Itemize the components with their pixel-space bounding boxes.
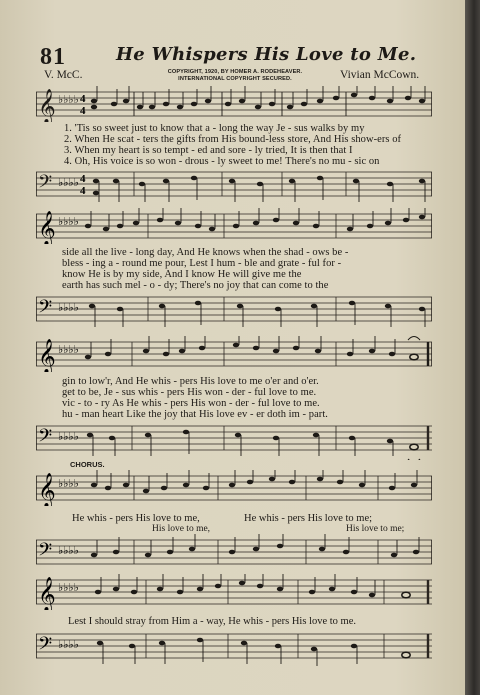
- whole-note: [402, 592, 410, 598]
- copyright-notice: [150, 69, 320, 82]
- bass-clef-icon: 𝄢: [38, 171, 53, 196]
- treble-clef-icon: 𝄞: [38, 90, 56, 122]
- verse-2-line-1: 2. When He scat - ters the gifts from His bound-less store, And His show-ers of: [64, 134, 402, 145]
- svg-text:♭♭♭♭: ♭♭♭♭: [58, 582, 79, 594]
- treble-clef-icon: 𝄞: [38, 578, 56, 610]
- svg-text:♭♭♭♭: ♭♭♭♭: [58, 545, 79, 557]
- treble-staff: [36, 336, 436, 372]
- verse-3-line-2: know He is by my side, And I know He will give me the: [62, 269, 302, 280]
- verse-3-line-3: vic - to - ry As He whis - pers His won - der - ful love to me.: [62, 398, 320, 409]
- svg-text:4: 4: [80, 173, 86, 185]
- bass-staff: [36, 291, 436, 331]
- composer-name: Vivian McCown.: [340, 69, 420, 81]
- copyright-line-1: COPYRIGHT, 1920, BY HOMER A. RODEHEAVER.: [167, 69, 303, 75]
- bass-staff: [36, 628, 436, 668]
- verse-4-line-3: hu - man heart Like the joy that His love ev - er doth im - part.: [62, 409, 328, 420]
- verse-2-line-3: get to be, Je - sus whis - pers His won - der - ful love to me.: [62, 387, 317, 398]
- svg-text:♭♭♭♭: ♭♭♭♭: [58, 344, 79, 356]
- svg-text:♭♭♭♭: ♭♭♭♭: [58, 478, 79, 490]
- treble-clef-icon: 𝄞: [38, 340, 56, 372]
- hymn-number: 81: [40, 44, 66, 70]
- fermata-icon: [408, 459, 420, 460]
- svg-text:♭♭♭♭: ♭♭♭♭: [58, 94, 79, 106]
- chorus-label: CHORUS.: [70, 460, 105, 469]
- book-spine: [465, 0, 480, 695]
- verse-1-line-1: 1. 'Tis so sweet just to know that a - long the way Je - sus walks by my: [64, 123, 365, 134]
- whole-note: [402, 652, 410, 658]
- treble-clef-icon: 𝄞: [38, 474, 56, 506]
- treble-staff: [36, 208, 436, 244]
- chorus-line-1a: He whis - pers His love to me,: [72, 513, 200, 524]
- verse-1-line-2: side all the live - long day, And He knows when the shad - ows be -: [62, 247, 349, 258]
- whole-note: [410, 444, 418, 450]
- whole-note: [410, 354, 418, 360]
- svg-text:4: 4: [80, 93, 86, 105]
- lyricist-initials: V. McC.: [44, 69, 83, 81]
- hymn-title: He Whispers His Love to Me.: [116, 44, 417, 65]
- verse-1-line-3: gin to low'r, And He whis - pers His love to me o'er and o'er.: [62, 376, 319, 387]
- fermata-icon: [408, 337, 420, 341]
- bass-clef-icon: 𝄢: [38, 539, 53, 564]
- verse-4-line-2: earth has such mel - o - dy; There's no joy that can come to the: [62, 280, 329, 291]
- chorus-echo-2: His love to me;: [346, 524, 405, 534]
- bass-clef-icon: 𝄢: [38, 633, 53, 658]
- verse-4-line-1: 4. Oh, His voice is so won - drous - ly sweet to me! There's no mu - sic on: [64, 156, 380, 167]
- bass-clef-icon: 𝄢: [38, 296, 53, 321]
- chorus-echo-1: His love to me,: [152, 524, 211, 534]
- chorus-line-2: Lest I should stray from Him a - way, He whis - pers His love to me.: [68, 616, 357, 627]
- treble-staff: [36, 86, 436, 122]
- svg-text:4: 4: [80, 185, 86, 197]
- verse-2-line-2: bless - ing a - round me pour, Lest I hum - ble and grate - ful for -: [62, 258, 342, 269]
- bass-staff: [36, 420, 436, 460]
- svg-text:♭♭♭♭: ♭♭♭♭: [58, 177, 79, 189]
- chorus-line-1b: He whis - pers His love to me;: [244, 513, 373, 524]
- copyright-line-2: INTERNATIONAL COPYRIGHT SECURED.: [178, 75, 292, 82]
- svg-text:♭♭♭♭: ♭♭♭♭: [58, 216, 79, 228]
- bass-staff: [36, 534, 436, 570]
- svg-text:♭♭♭♭: ♭♭♭♭: [58, 431, 79, 443]
- treble-clef-icon: 𝄞: [38, 212, 56, 244]
- svg-text:♭♭♭♭: ♭♭♭♭: [58, 639, 79, 651]
- bass-clef-icon: 𝄢: [38, 425, 53, 450]
- svg-text:4: 4: [80, 105, 86, 117]
- verse-3-line-1: 3. When my heart is so tempt - ed and sore - ly tried, It is then that I: [64, 145, 353, 156]
- bass-staff: [36, 166, 436, 206]
- treble-staff: [36, 574, 436, 610]
- svg-text:♭♭♭♭: ♭♭♭♭: [58, 302, 79, 314]
- treble-staff: [36, 470, 436, 506]
